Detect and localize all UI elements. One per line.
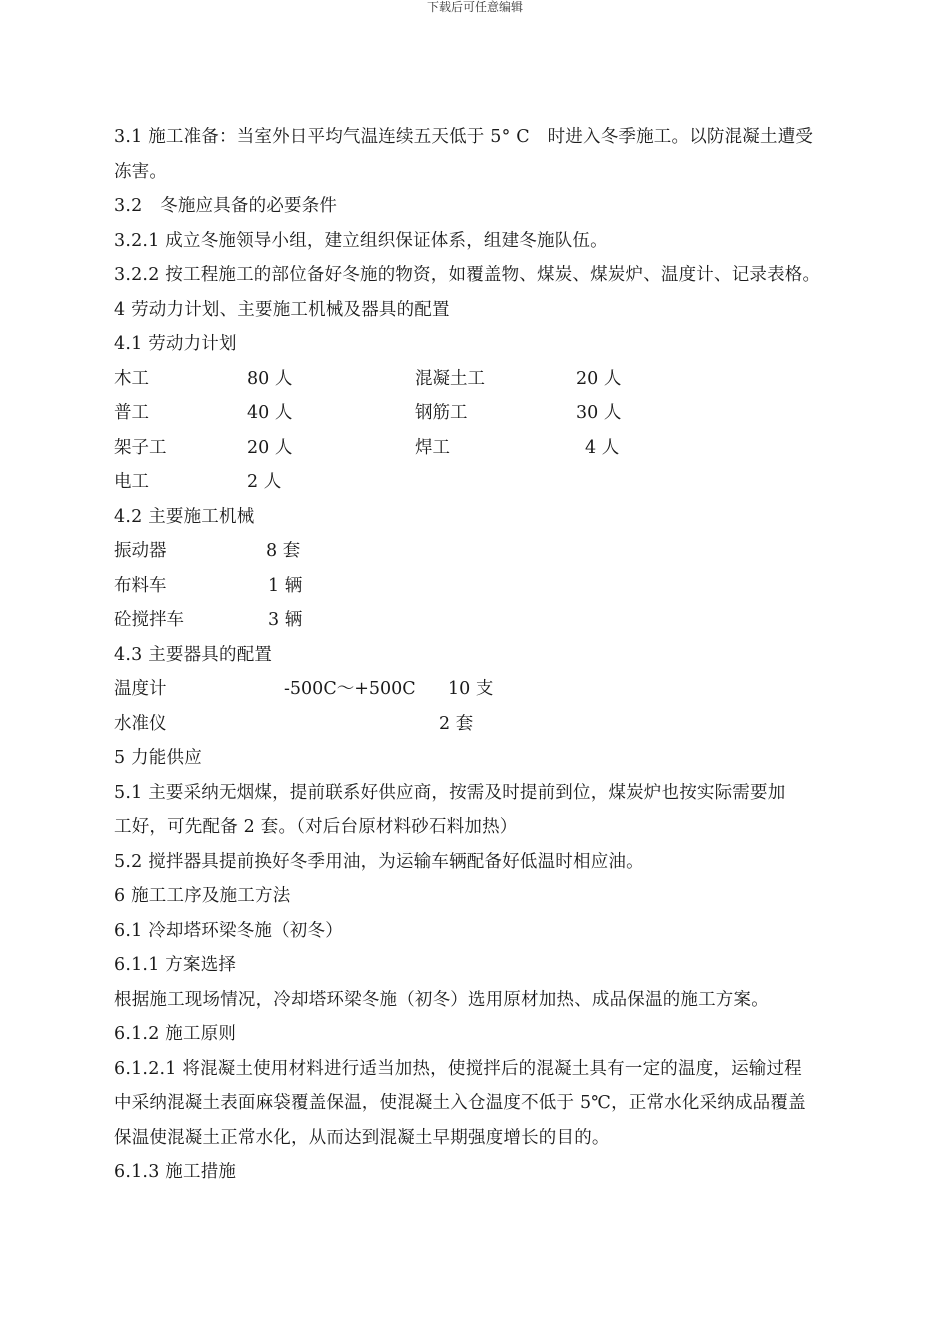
labor-name: 钢筋工 bbox=[415, 403, 468, 423]
page-header: 下载后可任意编辑 bbox=[426, 0, 523, 14]
labor-qty: 80 人 bbox=[247, 368, 293, 389]
tool-name: 水准仪 bbox=[114, 713, 167, 734]
heading-6-1-3: 6.1.3 施工措施 bbox=[114, 1162, 237, 1182]
labor-qty: 40 人 bbox=[247, 403, 293, 423]
labor-row bbox=[114, 465, 874, 500]
paragraph-6-1-2-1-cont: 中采纳混凝土表面麻袋覆盖保温，使混凝土入仓温度不低于 5℃，正常水化采纳成品覆盖 bbox=[114, 1093, 806, 1113]
labor-name: 电工 bbox=[114, 472, 149, 492]
tool-qty: 2 套 bbox=[439, 713, 474, 734]
tool-name: 温度计 bbox=[114, 679, 167, 699]
labor-qty: 20 人 bbox=[247, 437, 293, 458]
labor-name: 普工 bbox=[114, 403, 149, 423]
paragraph-5-1-cont: 工好，可先配备 2 套。（对后台原材料砂石料加热） bbox=[114, 817, 518, 837]
labor-qty: 4 人 bbox=[585, 437, 620, 458]
labor-name: 混凝土工 bbox=[415, 368, 485, 389]
labor-row bbox=[114, 431, 874, 466]
machine-row bbox=[114, 603, 874, 638]
machine-row bbox=[114, 569, 874, 604]
labor-row bbox=[114, 396, 874, 431]
heading-section-5: 5 力能供应 bbox=[114, 748, 202, 768]
tool-row bbox=[114, 672, 874, 707]
machine-name: 砼搅拌车 bbox=[114, 610, 184, 630]
document-body bbox=[114, 120, 874, 1190]
tool-row bbox=[114, 707, 874, 742]
heading-4-1: 4.1 劳动力计划 bbox=[114, 334, 237, 354]
tool-qty: 10 支 bbox=[448, 679, 494, 699]
machine-qty: 1 辆 bbox=[268, 575, 303, 596]
labor-row bbox=[114, 362, 874, 397]
paragraph-5-1: 5.1 主要采纳无烟煤，提前联系好供应商，按需及时提前到位，煤炭炉也按实际需要加 bbox=[114, 782, 786, 803]
labor-qty: 20 人 bbox=[576, 368, 622, 389]
paragraph-3-1: 3.1 施工准备：当室外日平均气温连续五天低于 5° C 时进入冬季施工。以防混凝土遭受 bbox=[114, 127, 814, 147]
paragraph-6-1-2-1-cont: 保温使混凝土正常水化，从而达到混凝土早期强度增长的目的。 bbox=[114, 1127, 610, 1148]
paragraph-5-2: 5.2 搅拌器具提前换好冬季用油，为运输车辆配备好低温时相应油。 bbox=[114, 851, 644, 872]
heading-6-1-2: 6.1.2 施工原则 bbox=[114, 1024, 237, 1044]
heading-6-1-1: 6.1.1 方案选择 bbox=[114, 955, 237, 975]
labor-qty: 30 人 bbox=[576, 403, 622, 423]
machine-qty: 8 套 bbox=[266, 541, 301, 561]
heading-4-3: 4.3 主要器具的配置 bbox=[114, 644, 273, 665]
paragraph-6-1-1: 根据施工现场情况，冷却塔环梁冬施（初冬）选用原材加热、成品保温的施工方案。 bbox=[114, 989, 769, 1010]
paragraph-3-2-2: 3.2.2 按工程施工的部位备好冬施的物资，如覆盖物、煤炭、煤炭炉、温度计、记录表格。 bbox=[114, 265, 821, 285]
heading-section-4: 4 劳动力计划、主要施工机械及器具的配置 bbox=[114, 299, 450, 320]
tool-range: -500C～+500C bbox=[284, 679, 416, 699]
heading-3-2: 3.2 冬施应具备的必要条件 bbox=[114, 196, 338, 216]
machine-qty: 3 辆 bbox=[268, 610, 303, 630]
machine-name: 振动器 bbox=[114, 541, 167, 561]
heading-4-2: 4.2 主要施工机械 bbox=[114, 506, 255, 527]
labor-qty: 2 人 bbox=[247, 472, 282, 492]
labor-name: 架子工 bbox=[114, 437, 167, 458]
labor-name: 焊工 bbox=[415, 437, 450, 458]
paragraph-6-1-2-1: 6.1.2.1 将混凝土使用材料进行适当加热，使搅拌后的混凝土具有一定的温度，运输过程 bbox=[114, 1058, 802, 1079]
labor-name: 木工 bbox=[114, 368, 149, 389]
machine-name: 布料车 bbox=[114, 575, 167, 596]
heading-section-6: 6 施工工序及施工方法 bbox=[114, 886, 291, 906]
paragraph-3-2-1: 3.2.1 成立冬施领导小组，建立组织保证体系，组建冬施队伍。 bbox=[114, 230, 608, 251]
heading-6-1: 6.1 冷却塔环梁冬施（初冬） bbox=[114, 920, 343, 941]
machine-row bbox=[114, 534, 874, 569]
paragraph-3-1-cont: 冻害。 bbox=[114, 161, 168, 182]
